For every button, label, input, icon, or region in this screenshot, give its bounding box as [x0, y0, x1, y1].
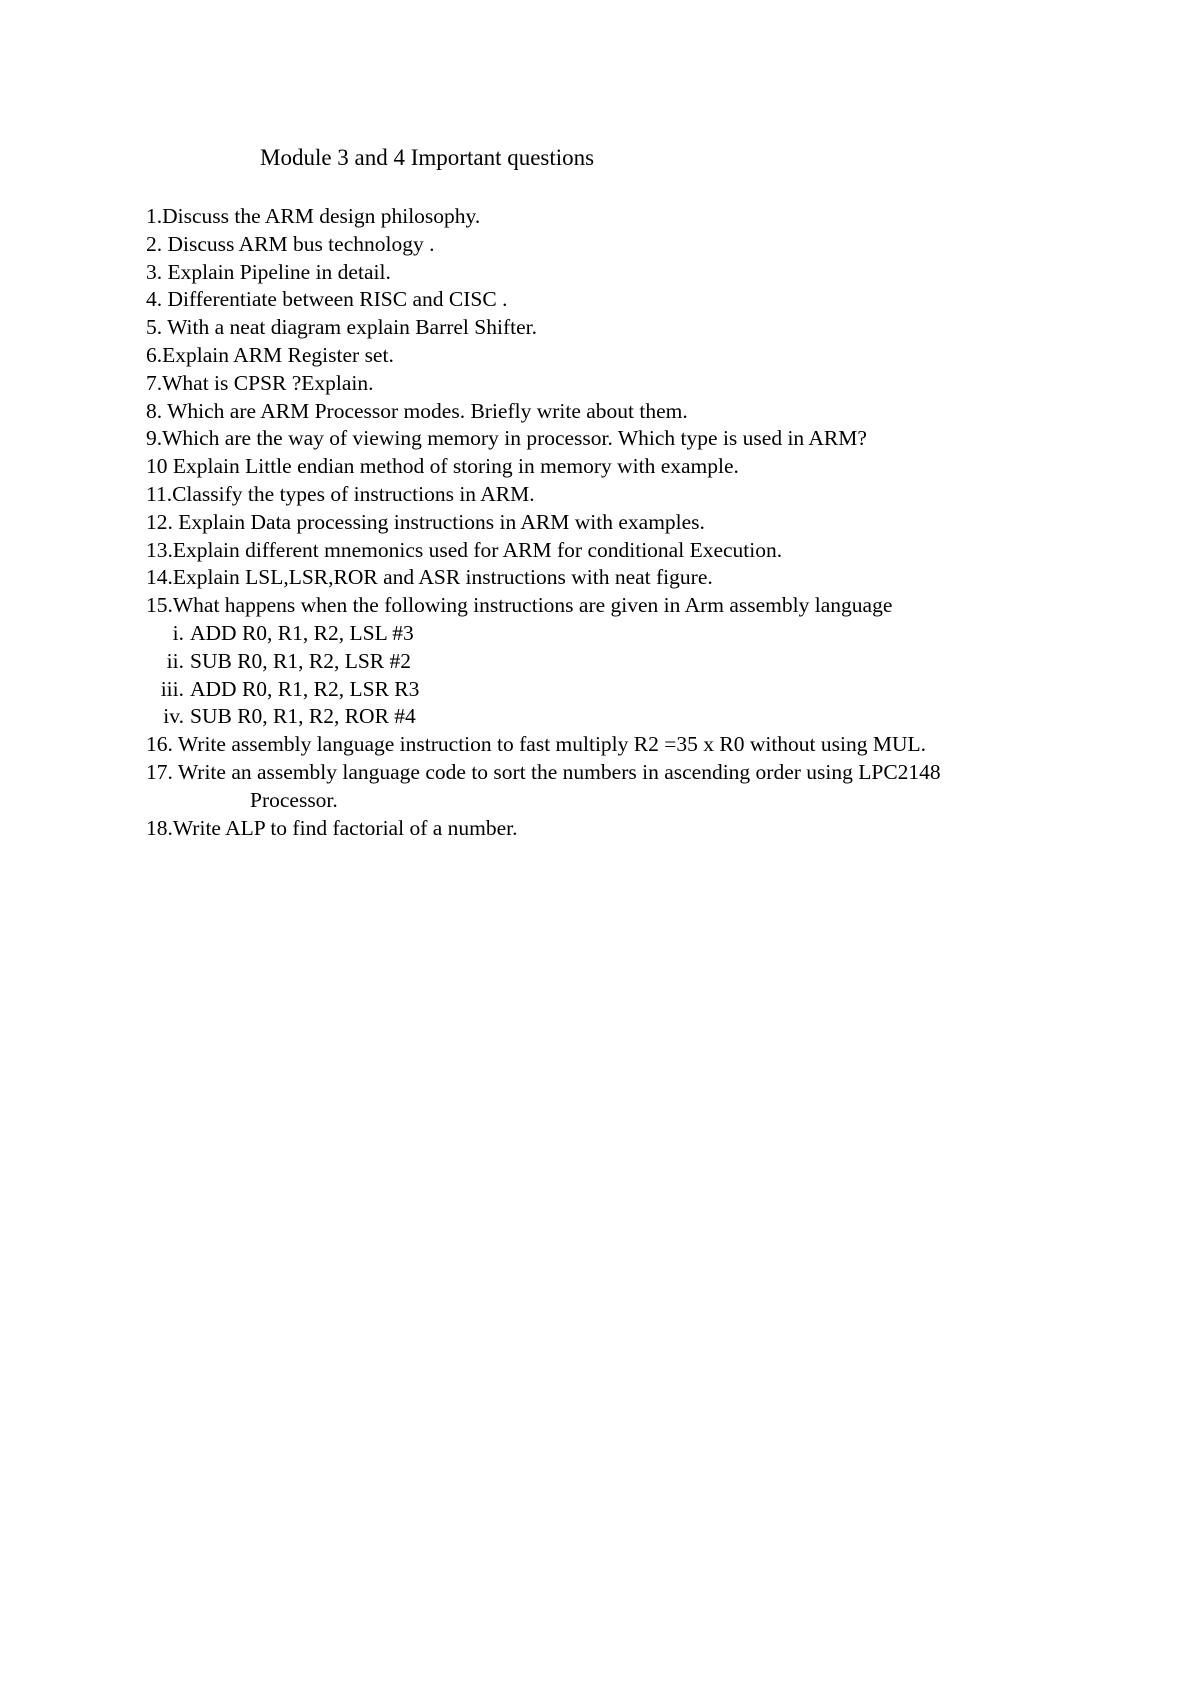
- question-item: 9.Which are the way of viewing memory in processor. Which type is used in ARM?: [146, 426, 867, 451]
- instruction-text: ADD R0, R1, R2, LSR R3: [190, 676, 420, 701]
- roman-numeral: ii.: [166, 648, 184, 673]
- question-item: 1.Discuss the ARM design philosophy.: [146, 204, 481, 228]
- question-item: 8. Which are ARM Processor modes. Briefly write about them.: [146, 398, 688, 423]
- q15-subpart: [146, 676, 1146, 704]
- roman-numeral: iv.: [163, 704, 184, 729]
- roman-numeral: iii.: [160, 676, 184, 701]
- question-item: 10 Explain Little endian method of storing in memory with example.: [146, 454, 739, 479]
- question-item: 5. With a neat diagram explain Barrel Shifter.: [146, 315, 537, 340]
- q15-subparts: [146, 620, 1146, 731]
- question-list: [146, 203, 1146, 842]
- question-item: 14.Explain LSL,LSR,ROR and ASR instructions with neat figure.: [146, 565, 713, 590]
- question-item: 11.Classify the types of instructions in ARM.: [146, 481, 535, 506]
- question-continuation: Processor.: [250, 787, 338, 812]
- question-item: 2. Discuss ARM bus technology .: [146, 231, 435, 256]
- question-item: 16. Write assembly language instruction to fast multiply R2 =35 x R0 without using MUL.: [146, 732, 927, 757]
- roman-numeral: i.: [172, 620, 184, 645]
- q15-subpart: [146, 648, 1146, 676]
- question-item-17: [146, 759, 1146, 815]
- question-item: 18.Write ALP to find factorial of a number.: [146, 815, 518, 840]
- instruction-text: ADD R0, R1, R2, LSL #3: [190, 620, 414, 645]
- instruction-text: SUB R0, R1, R2, ROR #4: [190, 704, 416, 729]
- instruction-text: SUB R0, R1, R2, LSR #2: [190, 648, 412, 673]
- question-item: 7.What is CPSR ?Explain.: [146, 370, 374, 395]
- question-item: 15.What happens when the following instructions are given in Arm assembly language: [146, 593, 893, 618]
- document-title: Module 3 and 4 Important questions: [260, 145, 595, 170]
- question-item: 3. Explain Pipeline in detail.: [146, 259, 391, 284]
- question-item: 12. Explain Data processing instructions in ARM with examples.: [146, 509, 705, 534]
- question-item: 6.Explain ARM Register set.: [146, 342, 394, 367]
- question-item: 13.Explain different mnemonics used for ARM for conditional Execution.: [146, 537, 783, 562]
- question-item: 4. Differentiate between RISC and CISC .: [146, 287, 508, 312]
- q15-subpart: [146, 703, 1146, 731]
- q15-subpart-list: [146, 620, 1146, 731]
- q15-subpart: [146, 620, 1146, 648]
- question-text: 17. Write an assembly language code to sort the numbers in ascending order using LPC2148: [146, 759, 941, 784]
